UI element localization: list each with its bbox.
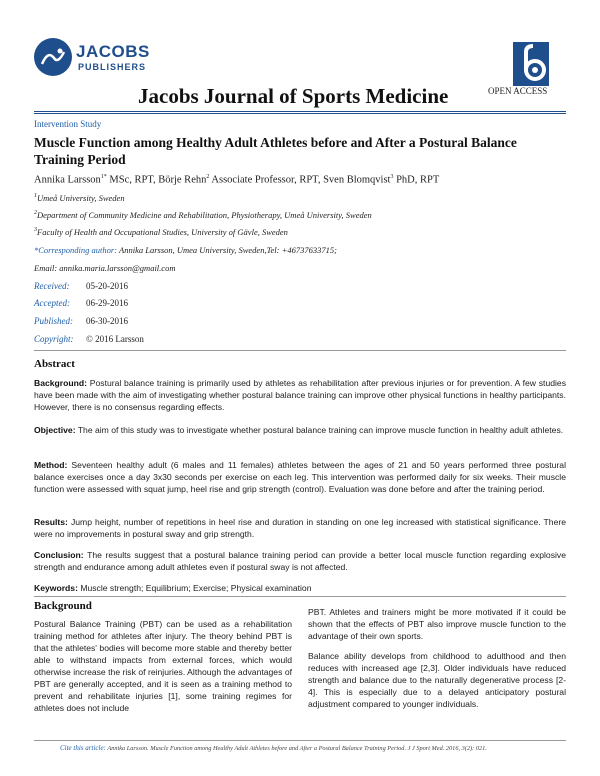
abstract-results	[34, 516, 566, 540]
author-sup: 3	[390, 174, 394, 180]
para-text: Jump height, number of repetitions in heel rise and duration in standing on one leg increased with statistical significance. There were no improvements in postural sway and grip strength.	[34, 517, 566, 539]
author-degree: PhD, RPT	[393, 174, 440, 186]
abstract-conclusion	[34, 549, 566, 573]
article-title: Muscle Function among Healthy Adult Athletes before and After a Postural Balance Training Period	[34, 135, 517, 167]
affiliation-text: Department of Community Medicine and Rehabilitation, Physiotherapy, Umeå University, Sweden	[37, 210, 372, 220]
affiliation-sup: 2	[34, 210, 37, 217]
citation-footer	[60, 744, 560, 752]
abstract-method	[34, 459, 566, 495]
publisher-logo	[34, 38, 164, 84]
para-label: Conclusion:	[34, 550, 84, 560]
abstract-heading: Abstract	[34, 358, 75, 370]
copyright	[34, 334, 144, 344]
footer-divider	[34, 740, 566, 741]
author-name: Annika Larsson	[34, 174, 101, 186]
body-left-column: Postural Balance Training (PBT) can be used as a rehabilitation training method for athletes after injury. The theory behind PBT is that the athletes' bodies will become more stable and thereby better able to withstand impacts from external forces, which would otherwise increase the risk of reinjuries. Although the advantages of PBT are generally accepted, and it is seen as a training method to prevent and rehabilitate injuries [1], some training regimes for athletes does not include	[34, 619, 292, 713]
background-heading: Background	[34, 600, 92, 612]
copyright-label: Copyright:	[34, 334, 74, 344]
author-list	[34, 174, 566, 186]
accepted-value: 06-29-2016	[86, 298, 128, 308]
author-name: Sven Blomqvist	[323, 174, 391, 186]
cite-label: Cite this article:	[60, 744, 106, 752]
publisher-sub: PUBLISHERS	[78, 62, 147, 72]
header-divider-2	[34, 113, 566, 114]
affiliation-sup: 3	[34, 227, 37, 234]
open-access-label: OPEN ACCESS	[488, 86, 548, 96]
author-sup: 1*	[100, 174, 107, 180]
header-divider	[34, 111, 566, 112]
article-type: Intervention Study	[34, 119, 102, 129]
author-sup: 2	[206, 174, 210, 180]
abstract-divider	[34, 596, 566, 597]
meta-divider	[34, 350, 566, 351]
corresponding-email[interactable]: Email: annika.maria.larsson@gmail.com	[34, 263, 176, 273]
received-label: Received:	[34, 281, 70, 291]
publisher-name: JACOBS	[76, 42, 150, 61]
affiliation-text: Faculty of Health and Occupational Studies, University of Gävle, Sweden	[37, 227, 288, 237]
body-right-column-para-2: Balance ability develops from childhood to adulthood and then reduces with increased age [2,3]. Older individuals have reduced strength and balance due to the naturally degenerative process [2-4]. This is especially due to a delayed anticipatory postural adjustment compared to younger individuals.	[308, 651, 566, 709]
affiliation	[34, 193, 125, 203]
para-label: Background:	[34, 378, 87, 388]
para-text: The aim of this study was to investigate whether postural balance training can improve muscle function in healthy adult athletes.	[75, 425, 564, 435]
published-value: 06-30-2016	[86, 316, 128, 326]
affiliation	[34, 227, 288, 237]
abstract-background	[34, 377, 566, 413]
abstract-keywords	[34, 582, 566, 594]
para-text: The results suggest that a postural balance training period can provide a better local muscle function regarding explosive strength and endurance among adult athletes even if postural sway is not affected.	[34, 550, 566, 572]
corresponding-text: Annika Larsson, Umea University, Sweden,Tel: +46737633715;	[117, 245, 337, 255]
corresponding-author	[34, 245, 337, 255]
published-label: Published:	[34, 316, 73, 326]
affiliation-sup: 1	[34, 193, 37, 200]
para-text: Seventeen healthy adult (6 males and 11 females) athletes between the ages of 21 and 50 years performed three postural balance exercises once a day 3x30 seconds per exercise on each leg. This intervention was performed daily for six weeks. Their muscle function were assessed with squat jump, heel rise and grip strength (control). Evaluation was done before and after the training period.	[34, 460, 566, 494]
para-text: Muscle strength; Equilibrium; Exercise; Physical examination	[77, 583, 312, 593]
affiliation-text: Umeå University, Sweden	[37, 193, 125, 203]
open-access-icon	[513, 42, 549, 86]
body-right-column-para-1: PBT. Athletes and trainers might be more motivated if it could be shown that the effects of PBT also improve muscle function to the advantage of their own sports.	[308, 607, 566, 641]
para-text: Postural balance training is primarily used by athletes as rehabilitation after previous injuries or for prevention. A few studies have been made with the aim of investigating whether postural balance training can improve other physical functions in healthy participants. However, there is no consensus regarding effects.	[34, 378, 566, 412]
affiliation	[34, 210, 372, 220]
para-label: Objective:	[34, 425, 76, 435]
received-date	[34, 281, 128, 291]
received-value: 05-20-2016	[86, 281, 128, 291]
journal-title: Jacobs Journal of Sports Medicine	[138, 84, 449, 108]
accepted-label: Accepted:	[34, 298, 70, 308]
para-label: Keywords:	[34, 583, 78, 593]
published-date	[34, 316, 128, 326]
copyright-value: © 2016 Larsson	[86, 334, 144, 344]
author-degree: MSc, RPT,	[106, 174, 159, 186]
abstract-objective	[34, 424, 566, 436]
accepted-date	[34, 298, 128, 308]
cite-text: Annika Larsson. Muscle Function among Healthy Adult Athletes before and After a Postural Balance Training Period. J J Sport Med. 2016, 3(2): 021.	[105, 745, 487, 752]
publisher-emblem-icon	[34, 38, 72, 76]
corresponding-label: *Corresponding author:	[34, 245, 118, 255]
author-degree: Associate Professor, RPT,	[209, 174, 324, 186]
author-name: Börje Rehn	[158, 174, 207, 186]
para-label: Results:	[34, 517, 68, 527]
para-label: Method:	[34, 460, 68, 470]
